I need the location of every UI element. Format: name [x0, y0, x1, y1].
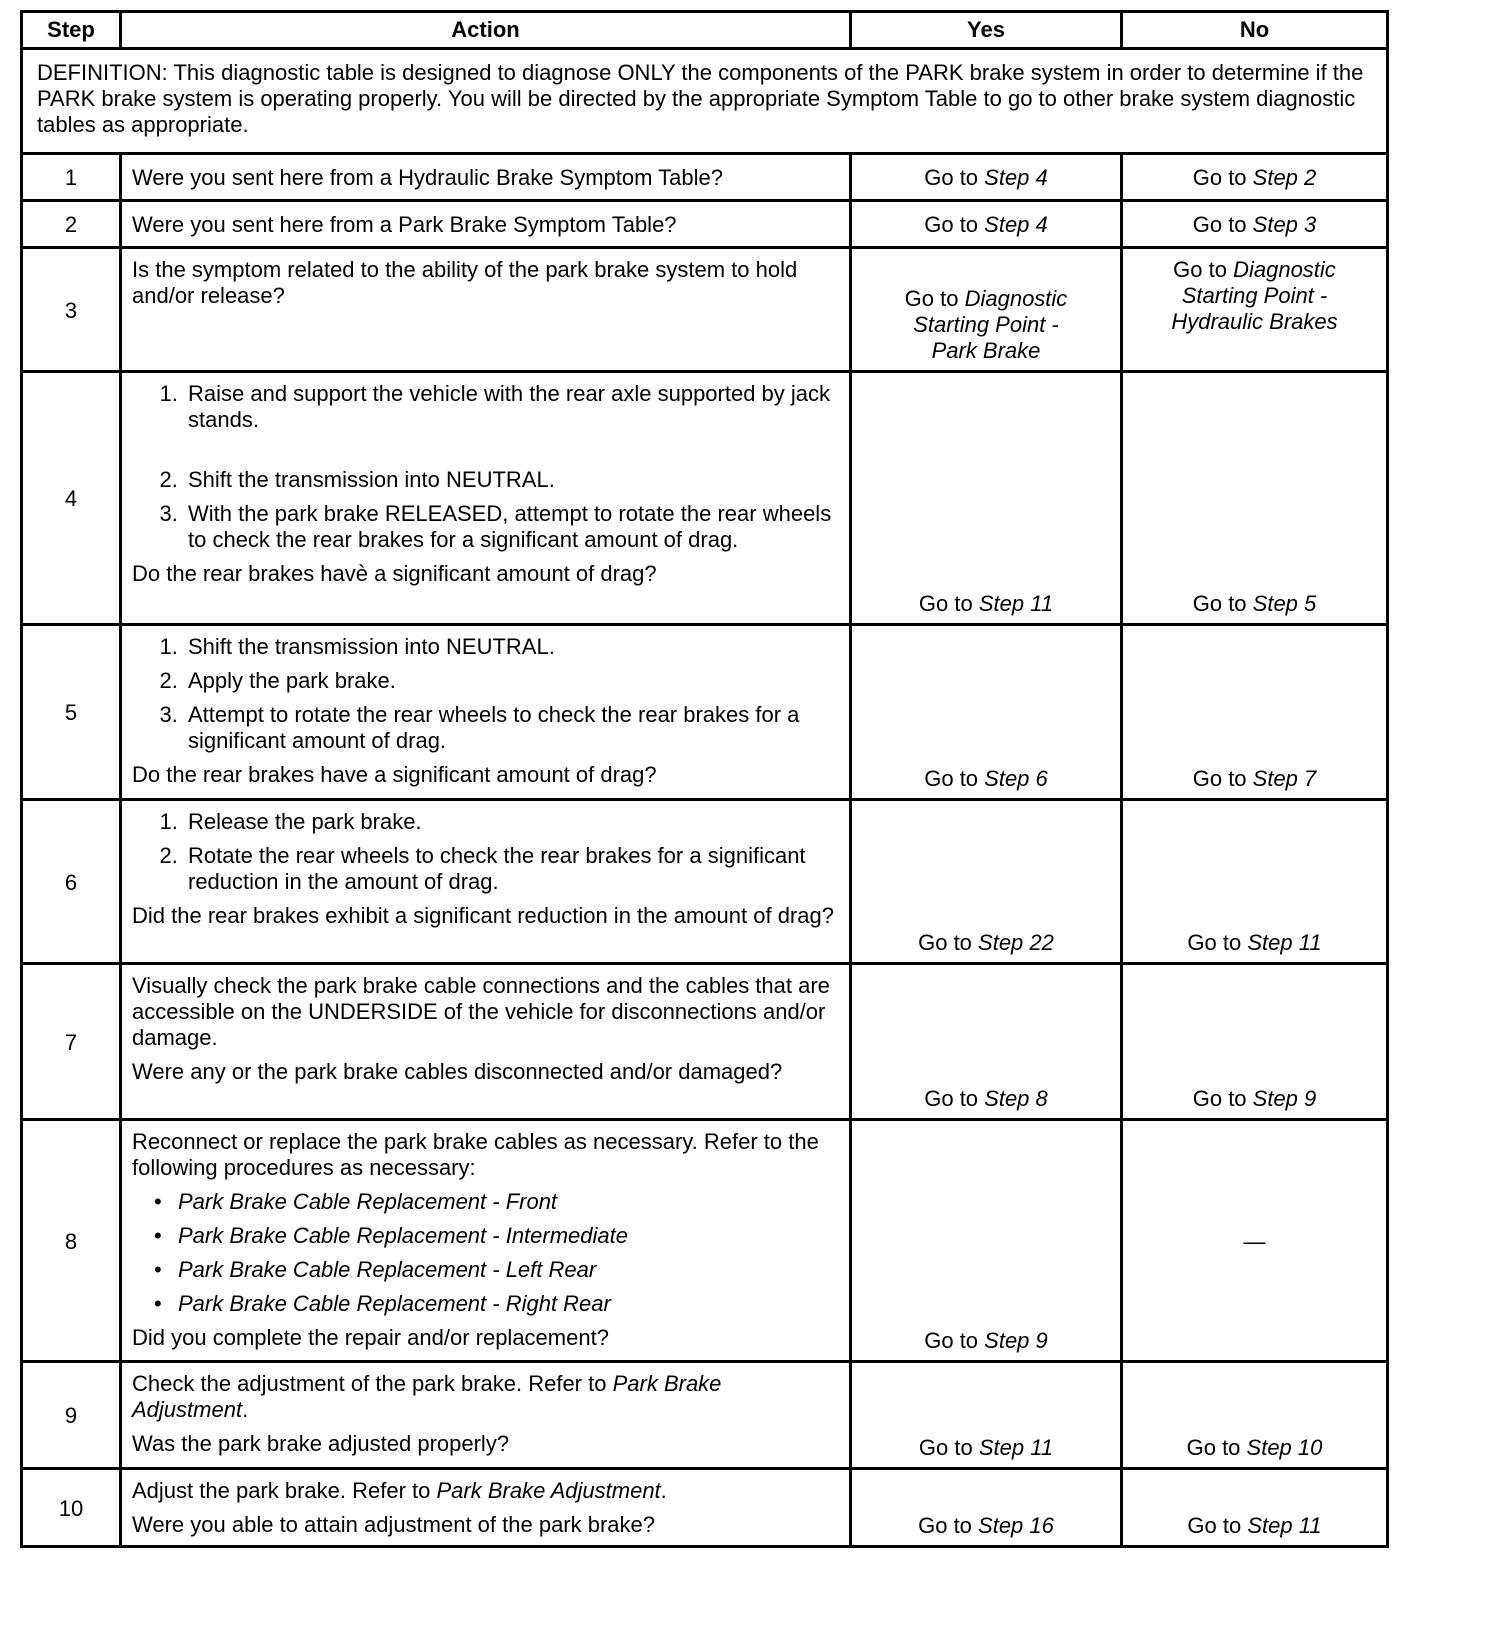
action-question: Were any or the park brake cables disconnected and/or damaged?: [132, 1059, 783, 1084]
go-to-label: Go to: [1192, 212, 1253, 237]
table-row: [22, 248, 1388, 372]
adjustment-link[interactable]: Park Brake Adjustment: [132, 1371, 722, 1422]
procedure-link[interactable]: • Park Brake Cable Replacement - Intermediate: [178, 1223, 839, 1249]
action-question: Do the rear brakes have a significant amount of drag?: [132, 762, 657, 787]
yes-link[interactable]: Step 11: [978, 1435, 1054, 1460]
no-link[interactable]: Diagnostic Starting Point - Hydraulic Brakes: [1171, 257, 1338, 334]
instruction-end: .: [242, 1397, 249, 1422]
action-question: Did the rear brakes exhibit a significant reduction in the amount of drag?: [132, 903, 834, 928]
step-number: 5: [22, 625, 121, 800]
yes-link[interactable]: Step 4: [984, 165, 1048, 190]
yes-cell: [851, 800, 1122, 964]
yes-cell: [851, 201, 1122, 248]
action-question: Did you complete the repair and/or replacement?: [132, 1325, 609, 1350]
no-link[interactable]: Step 5: [1252, 591, 1317, 616]
substep: 2. Shift the transmission into NEUTRAL.: [184, 467, 839, 493]
no-link[interactable]: Step 2: [1252, 165, 1317, 190]
substep: 1. Release the park brake.: [184, 809, 839, 835]
table-row: [22, 372, 1388, 625]
action-cell: [121, 372, 851, 625]
action-instruction: Visually check the park brake cable connections and the cables that are accessible on the UNDERSIDE of the vehicle for disconnections and/or damage.: [132, 973, 830, 1050]
yes-link[interactable]: Diagnostic Starting Point - Park Brake: [913, 286, 1068, 363]
substep: 1. Raise and support the vehicle with the rear axle supported by jack stands.: [184, 381, 839, 433]
yes-cell: [851, 964, 1122, 1120]
table-row: [22, 154, 1388, 201]
table-row: [22, 1469, 1388, 1547]
go-to-label: Go to: [1187, 930, 1248, 955]
substep: 2. Rotate the rear wheels to check the rear brakes for a significant reduction in the amount of drag.: [184, 843, 839, 895]
procedure-link[interactable]: • Park Brake Cable Replacement - Front: [178, 1189, 839, 1215]
go-to-label: Go to: [924, 766, 985, 791]
step-number: 3: [22, 248, 121, 372]
table-row: [22, 800, 1388, 964]
step-number: 8: [22, 1120, 121, 1362]
table-row: [22, 201, 1388, 248]
table-row: [22, 964, 1388, 1120]
adjustment-link[interactable]: Park Brake Adjustment: [436, 1478, 661, 1503]
no-link[interactable]: Step 10: [1246, 1435, 1323, 1460]
go-to-label: Go to: [1186, 1435, 1247, 1460]
yes-cell: [851, 1469, 1122, 1547]
substep: 3. Attempt to rotate the rear wheels to check the rear brakes for a significant amount of drag.: [184, 702, 839, 754]
yes-link[interactable]: Step 11: [978, 591, 1054, 616]
action-cell: [121, 1469, 851, 1547]
no-cell: [1122, 248, 1388, 372]
no-cell: [1122, 201, 1388, 248]
step-number: 1: [22, 154, 121, 201]
no-link[interactable]: Step 9: [1252, 1086, 1317, 1111]
yes-link[interactable]: Step 8: [984, 1086, 1048, 1111]
go-to-label: Go to: [924, 1328, 985, 1353]
no-cell: [1122, 154, 1388, 201]
yes-cell: [851, 248, 1122, 372]
no-cell: [1122, 800, 1388, 964]
action-question: Is the symptom related to the ability of the park brake system to hold and/or release?: [121, 248, 851, 372]
go-to-label: Go to: [1192, 591, 1253, 616]
step-number: 7: [22, 964, 121, 1120]
header-step: Step: [22, 12, 121, 49]
not-applicable-dash: —: [1243, 1228, 1266, 1254]
action-question: Were you able to attain adjustment of the park brake?: [132, 1512, 656, 1537]
action-instruction: [132, 1371, 839, 1423]
header-action: Action: [121, 12, 851, 49]
instruction-text: Check the adjustment of the park brake. Refer to: [132, 1371, 613, 1396]
go-to-label: Go to: [918, 930, 979, 955]
action-instruction: [132, 1478, 839, 1504]
yes-link[interactable]: Step 4: [984, 212, 1048, 237]
go-to-label: Go to: [904, 286, 965, 311]
step-number: 6: [22, 800, 121, 964]
instruction-end: .: [660, 1478, 667, 1503]
yes-cell: [851, 372, 1122, 625]
no-cell: [1122, 372, 1388, 625]
go-to-label: Go to: [918, 1435, 979, 1460]
definition-text: DEFINITION: This diagnostic table is designed to diagnose ONLY the components of the PARK brake system in order to determine if the PARK brake system is operating properly. You will be directed by the appropriate Symptom Table to go to other brake system diagnostic tables as appropriate.: [22, 49, 1388, 154]
yes-cell: [851, 625, 1122, 800]
step-number: 2: [22, 201, 121, 248]
no-link[interactable]: Step 3: [1252, 212, 1317, 237]
no-cell: [1122, 625, 1388, 800]
go-to-label: Go to: [1192, 165, 1253, 190]
yes-cell: [851, 1120, 1122, 1362]
no-link[interactable]: Step 11: [1247, 930, 1322, 955]
no-cell: [1122, 1469, 1388, 1547]
yes-cell: [851, 1362, 1122, 1469]
action-question: Were you sent here from a Park Brake Symptom Table?: [121, 201, 851, 248]
table-row: [22, 1120, 1388, 1362]
action-question: Was the park brake adjusted properly?: [132, 1431, 510, 1456]
go-to-label: Go to: [924, 212, 985, 237]
no-cell: [1122, 1120, 1388, 1362]
yes-link[interactable]: Step 22: [978, 930, 1054, 955]
procedure-list: [132, 1189, 839, 1317]
go-to-label: Go to: [918, 1513, 979, 1538]
substep-list: [132, 809, 839, 895]
action-cell: [121, 964, 851, 1120]
park-brake-diagnostic-table: [20, 10, 1389, 1548]
go-to-label: Go to: [1192, 766, 1253, 791]
procedure-link[interactable]: • Park Brake Cable Replacement - Left Rear: [178, 1257, 839, 1283]
action-cell: [121, 625, 851, 800]
action-question: Were you sent here from a Hydraulic Brake Symptom Table?: [121, 154, 851, 201]
substep-list: [132, 634, 839, 754]
table-row: [22, 625, 1388, 800]
no-link[interactable]: Step 11: [1247, 1513, 1322, 1538]
action-instruction: Reconnect or replace the park brake cables as necessary. Refer to the following procedures as necessary:: [132, 1129, 819, 1180]
definition-row: [22, 49, 1388, 154]
go-to-label: Go to: [918, 591, 979, 616]
substep: 2. Apply the park brake.: [184, 668, 839, 694]
step-number: 4: [22, 372, 121, 625]
go-to-label: Go to: [924, 165, 985, 190]
go-to-label: Go to: [1192, 1086, 1253, 1111]
no-cell: [1122, 964, 1388, 1120]
go-to-label: Go to: [1173, 257, 1234, 282]
substep: 1. Shift the transmission into NEUTRAL.: [184, 634, 839, 660]
no-link[interactable]: Step 7: [1252, 766, 1317, 791]
action-cell: [121, 1362, 851, 1469]
action-cell: [121, 1120, 851, 1362]
yes-link[interactable]: Step 9: [984, 1328, 1048, 1353]
go-to-label: Go to: [1187, 1513, 1248, 1538]
go-to-label: Go to: [924, 1086, 985, 1111]
yes-link[interactable]: Step 6: [984, 766, 1048, 791]
step-number: 9: [22, 1362, 121, 1469]
yes-link[interactable]: Step 16: [978, 1513, 1054, 1538]
substep-list: [132, 381, 839, 553]
action-cell: [121, 800, 851, 964]
procedure-link[interactable]: • Park Brake Cable Replacement - Right Rear: [178, 1291, 839, 1317]
substep: 3. With the park brake RELEASED, attempt to rotate the rear wheels to check the rear brakes for a significant amount of drag.: [184, 501, 839, 553]
no-cell: [1122, 1362, 1388, 1469]
header-no: No: [1122, 12, 1388, 49]
step-number: 10: [22, 1469, 121, 1547]
table-row: [22, 1362, 1388, 1469]
action-question: Do the rear brakes havè a significant amount of drag?: [132, 561, 657, 586]
yes-cell: [851, 154, 1122, 201]
instruction-text: Adjust the park brake. Refer to: [132, 1478, 437, 1503]
header-yes: Yes: [851, 12, 1122, 49]
table-header-row: [22, 12, 1388, 49]
